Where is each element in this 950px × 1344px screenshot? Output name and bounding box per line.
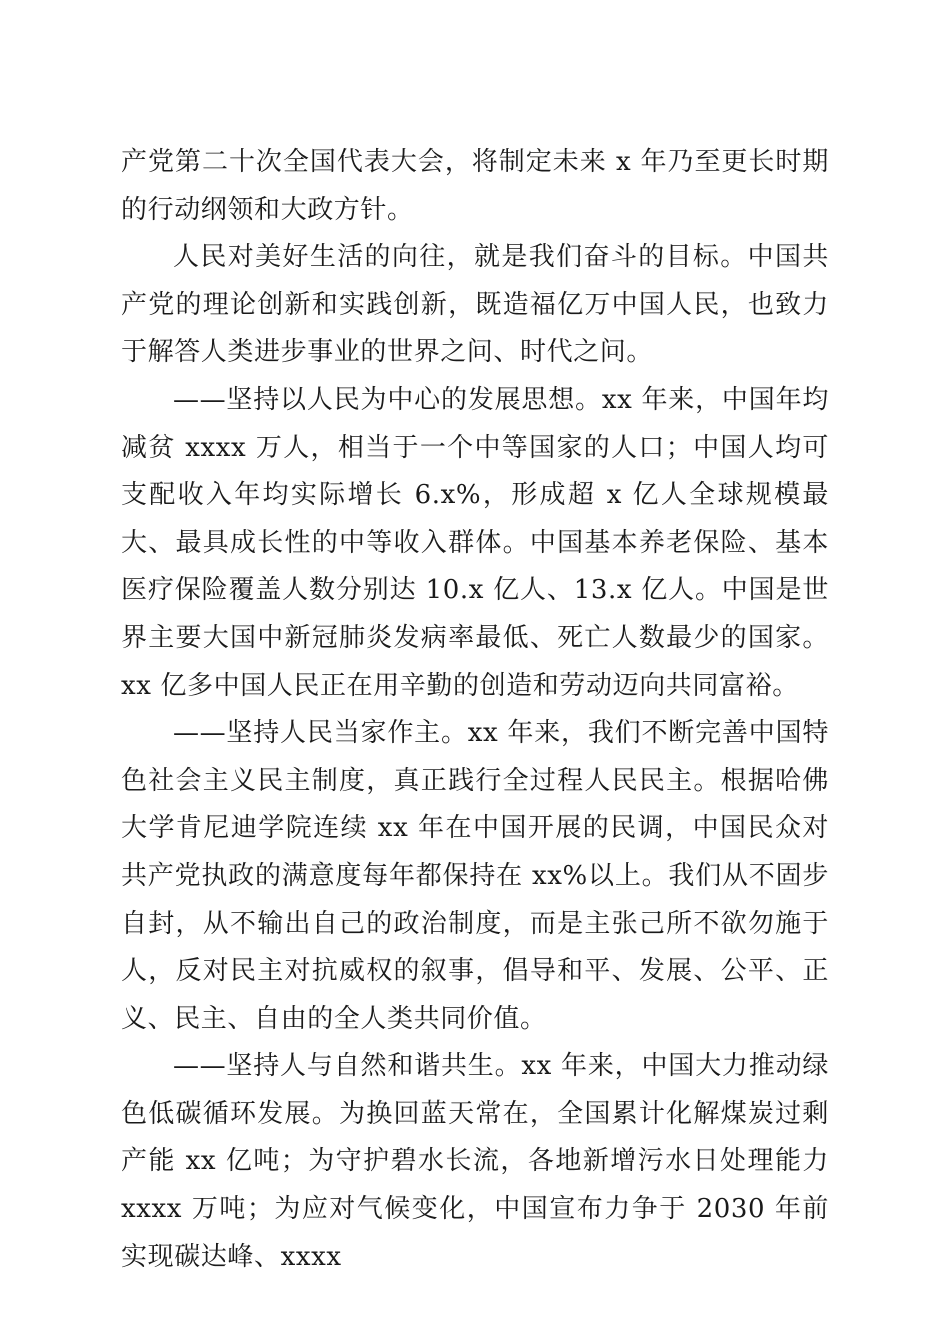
paragraph-4: ——坚持人民当家作主。xx 年来，我们不断完善中国特色社会主义民主制度，真正践行全过程人民民主。根据哈佛大学肯尼迪学院连续 xx 年在中国开展的民调，中国民众对共产党执政的满意度每年都保持在 xx%以上。我们从不固步自封，从不输出自己的政治制度，而是主张己所不欲勿施于人，反对民主对抗威权的叙事，倡导和平、发展、公平、正义、民主、自由的全人类共同价值。 bbox=[121, 718, 829, 1034]
document-body bbox=[121, 139, 829, 1281]
paragraph-1: 产党第二十次全国代表大会，将制定未来 x 年乃至更长时期的行动纲领和大政方针。 bbox=[121, 147, 829, 225]
paragraph-5: ——坚持人与自然和谐共生。xx 年来，中国大力推动绿色低碳循环发展。为换回蓝天常在，全国累计化解煤炭过剩产能 xx 亿吨；为守护碧水长流，各地新增污水日处理能力 xxxx 万吨；为应对气候变化，中国宣布力争于 2030 年前实现碳达峰、xxxx bbox=[121, 1051, 829, 1272]
paragraph-2: 人民对美好生活的向往，就是我们奋斗的目标。中国共产党的理论创新和实践创新，既造福亿万中国人民，也致力于解答人类进步事业的世界之问、时代之问。 bbox=[121, 242, 829, 368]
paragraph-3: ——坚持以人民为中心的发展思想。xx 年来，中国年均减贫 xxxx 万人，相当于一个中等国家的人口；中国人均可支配收入年均实际增长 6.x%，形成超 x 亿人全球规模最大、最具成长性的中等收入群体。中国基本养老保险、基本医疗保险覆盖人数分别达 10.x 亿人、13.x 亿人。中国是世界主要大国中新冠肺炎发病率最低、死亡人数最少的国家。xx 亿多中国人民正在用辛勤的创造和劳动迈向共同富裕。 bbox=[121, 384, 829, 701]
